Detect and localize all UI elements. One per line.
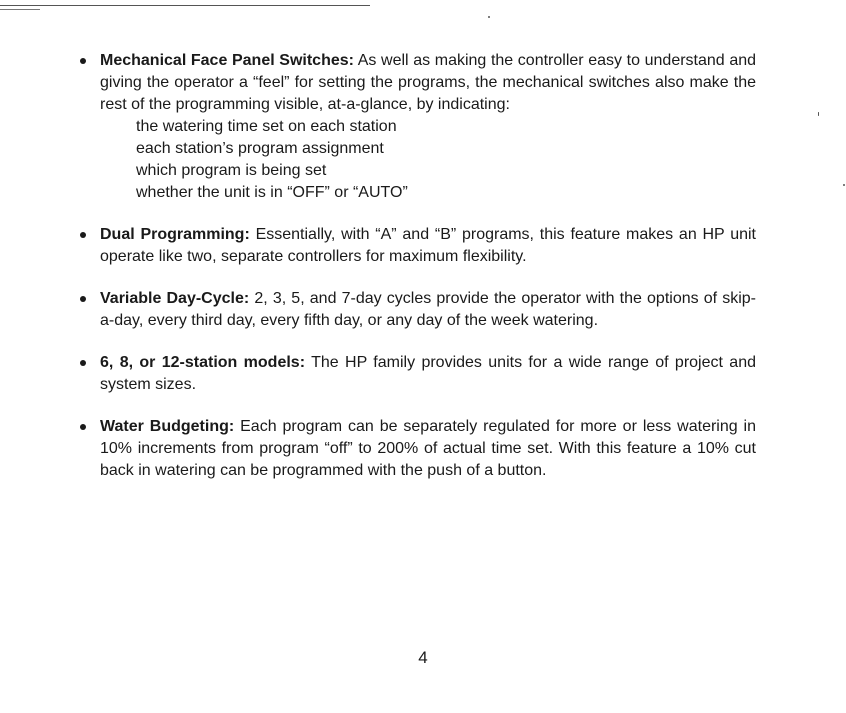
feature-description <box>100 416 756 482</box>
feature-text: Essentially, with “A” and “B” programs, this feature makes an HP unit operate like two, separate controllers for maximum flexibility. <box>100 226 757 265</box>
top-scan-rule-short <box>0 9 40 10</box>
bullet-icon <box>80 232 86 238</box>
feature-text: Each program can be separately regulated for more or less watering in 10% increments from program “off” to 200% of actual time set. With this feature a 10% cut back in watering can be programmed with the push of a button. <box>100 418 757 479</box>
page-number: 4 <box>418 648 428 667</box>
feature-heading: 6, 8, or 12-station models: <box>100 354 306 371</box>
feature-heading: Mechanical Face Panel Switches: <box>100 52 354 69</box>
bullet-icon <box>80 424 86 430</box>
sublist-item: whether the unit is in “OFF” or “AUTO” <box>136 184 408 201</box>
feature-text: As well as making the controller easy to understand and giving the operator a “feel” for setting the programs, the mechanical switches also make the rest of the programming visible, at-a-glance, by indicating: <box>100 52 757 113</box>
feature-item-water-budgeting <box>76 416 756 482</box>
bullet-icon <box>80 360 86 366</box>
feature-description <box>100 288 756 332</box>
top-scan-rule <box>0 5 370 6</box>
feature-text: 2, 3, 5, and 7-day cycles provide the operator with the options of skip-a-day, every third day, every fifth day, or any day of the week watering. <box>100 290 757 329</box>
scan-speck <box>488 16 490 18</box>
bullet-icon <box>80 58 86 64</box>
feature-description <box>100 352 756 396</box>
sublist-item: which program is being set <box>136 162 327 179</box>
feature-text: The HP family provides units for a wide range of project and system sizes. <box>100 354 757 393</box>
feature-item-dual-programming <box>76 224 756 268</box>
bullet-icon <box>80 296 86 302</box>
sublist-item: each station’s program assignment <box>136 140 384 157</box>
scan-speck <box>843 184 845 186</box>
sublist-item: the watering time set on each station <box>136 118 397 135</box>
feature-description <box>100 50 756 116</box>
feature-heading: Variable Day-Cycle: <box>100 290 250 307</box>
feature-heading: Dual Programming: <box>100 226 250 243</box>
feature-item-mechanical-switches <box>76 50 756 204</box>
feature-item-variable-day-cycle <box>76 288 756 332</box>
indicator-sublist <box>100 116 756 204</box>
feature-list <box>76 50 756 482</box>
scan-speck <box>818 112 819 116</box>
feature-heading: Water Budgeting: <box>100 418 235 435</box>
feature-description <box>100 224 756 268</box>
feature-item-station-models <box>76 352 756 396</box>
